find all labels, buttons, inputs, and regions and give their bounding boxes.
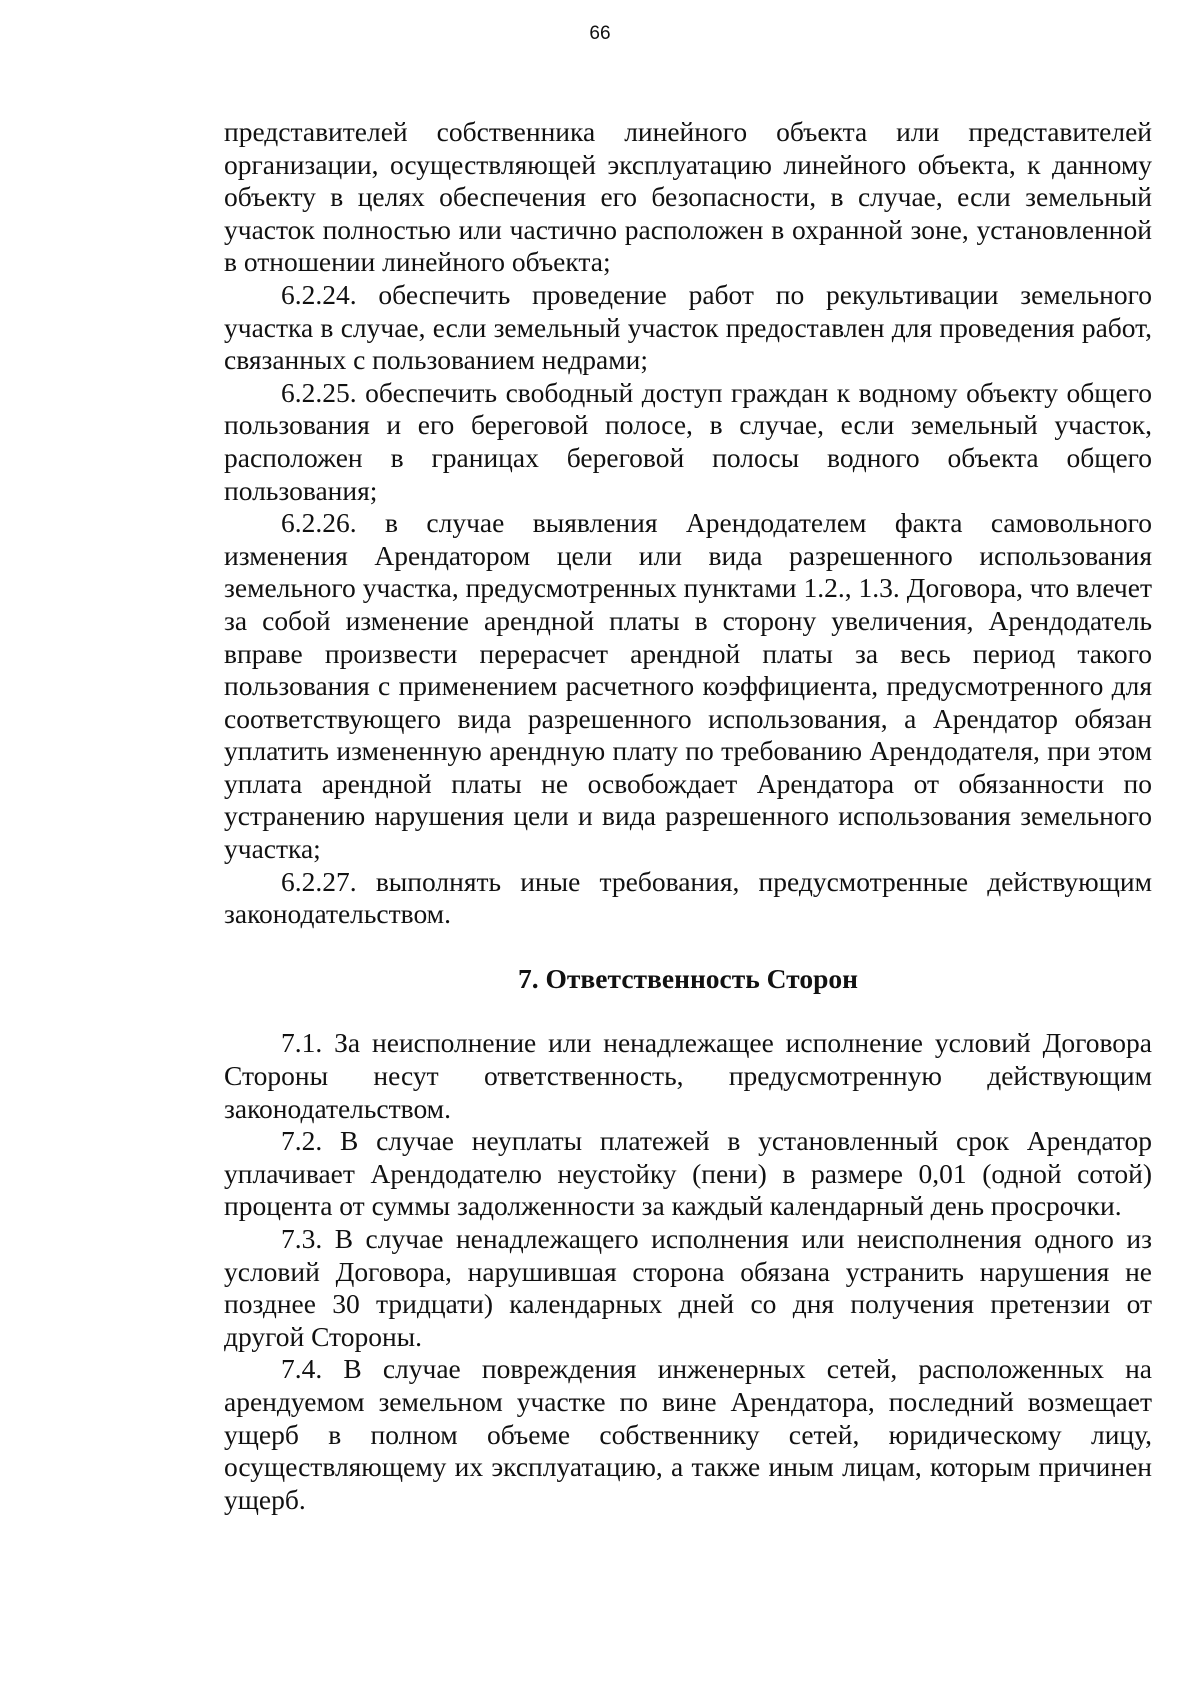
paragraph-6-2-26: 6.2.26. в случае выявления Арендодателем факта самовольного изменения Арендатором цели или вида разрешенного использования земельного участка, предусмотренных пунктами 1.2., 1.3. Договора, что влечет за собой изменение арендной платы в сторону увеличения, Арендодатель вправе произвести перерасчет арендной платы за весь период такого пользования с применением расчетного коэффициента, предусмотренного для соответствующего вида разрешенного использования, а Арендатор обязан уплатить измененную арендную плату по требованию Арендодателя, при этом уплата арендной платы не освобождает Арендатора от обязанности по устранению нарушения цели и вида разрешенного использования земельного участка; — [224, 507, 1152, 865]
paragraph-7-4: 7.4. В случае повреждения инженерных сетей, расположенных на арендуемом земельном участке по вине Арендатора, последний возмещает ущерб в полном объеме собственнику сетей, юридическому лицу, осуществляющему их эксплуатацию, а также иным лицам, которым причинен ущерб. — [224, 1353, 1152, 1515]
paragraph-6-2-25: 6.2.25. обеспечить свободный доступ граждан к водному объекту общего пользования и его береговой полосе, в случае, если земельный участок, расположен в границах береговой полосы водного объекта общего пользования; — [224, 376, 1152, 506]
paragraph-7-1: 7.1. За неисполнение или ненадлежащее исполнение условий Договора Стороны несут ответственность, предусмотренную действующим законодательством. — [224, 1027, 1152, 1124]
paragraph-6-2-24: 6.2.24. обеспечить проведение работ по рекультивации земельного участка в случае, если земельный участок предоставлен для проведения работ, связанных с пользованием недрами; — [224, 278, 1152, 376]
document-body — [224, 116, 1152, 1516]
paragraph-7-3: 7.3. В случае ненадлежащего исполнения или неисполнения одного из условий Договора, нарушившая сторона обязана устранить нарушения не позднее 30 тридцати) календарных дней со дня получения претензии от другой Стороны. — [224, 1223, 1152, 1352]
paragraph-6-2-23-continuation: представителей собственника линейного объекта или представителей организации, осуществляющей эксплуатацию линейного объекта, к данному объекту в целях обеспечения его безопасности, в случае, если земельный участок полностью или частично расположен в охранной зоне, установленной в отношении линейного объекта; — [224, 116, 1152, 278]
section-7-heading: 7. Ответственность Сторон — [518, 962, 858, 994]
paragraph-6-2-27: 6.2.27. выполнять иные требования, предусмотренные действующим законодательством. — [224, 865, 1152, 930]
page-number: 66 — [589, 23, 611, 44]
paragraph-7-2: 7.2. В случае неуплаты платежей в установленный срок Арендатор уплачивает Арендодателю неустойку (пени) в размере 0,01 (одной сотой) процента от суммы задолженности за каждый календарный день просрочки. — [224, 1125, 1152, 1222]
